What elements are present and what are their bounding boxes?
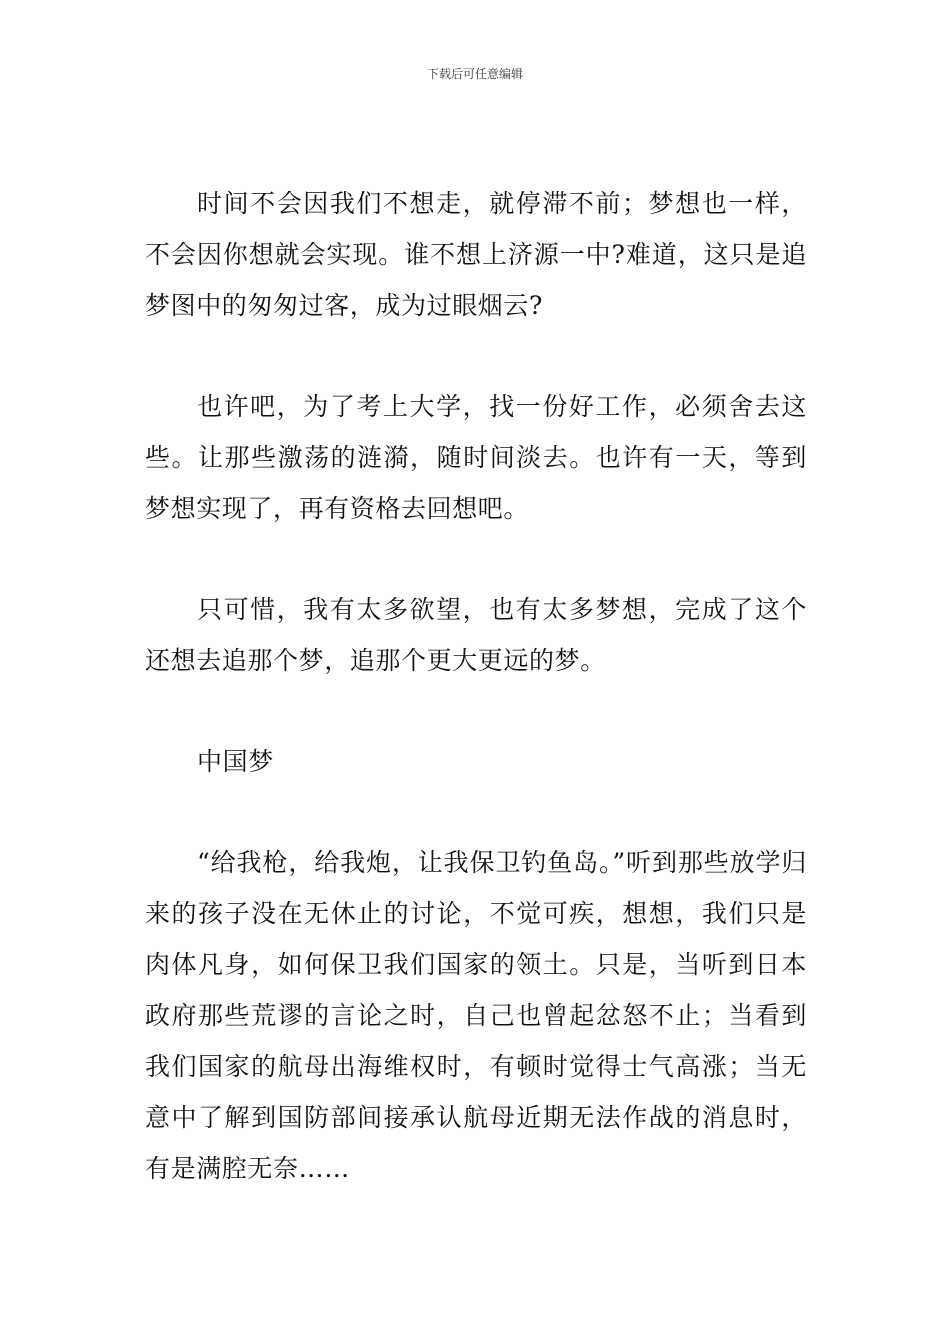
paragraph-2: 也许吧，为了考上大学，找一份好工作，必须舍去这些。让那些激荡的涟漪，随时间淡去。也许有一天，等到梦想实现了，再有资格去回想吧。 [145,392,807,523]
paragraph-gap [145,686,807,736]
paragraph-1: 时间不会因我们不想走，就停滞不前；梦想也一样，不会因你想就会实现。谁不想上济源一中?难道，这只是追梦图中的匆匆过客，成为过眼烟云? [145,189,807,320]
paragraph-gap [145,534,807,584]
paragraph-3: 只可惜，我有太多欲望，也有太多梦想，完成了这个还想去追那个梦，追那个更大更远的梦。 [145,595,807,675]
header-note: 下载后可任意编辑 [426,67,523,81]
paragraph-4: “给我枪，给我炮，让我保卫钓鱼岛。”听到那些放学归来的孩子没在无休止的讨论，不觉可疾，想想，我们只是肉体凡身，如何保卫我们国家的领土。只是，当听到日本政府那些荒谬的言论之时，自己也曾起忿怒不止；当看到我们国家的航母出海维权时，有顿时觉得士气高涨；当无意中了解到国防部间接承认航母近期无法作战的消息时，有是满腔无奈…… [145,848,807,1183]
paragraph-gap [145,331,807,381]
paragraph-gap [145,787,807,837]
document-body [145,178,807,1194]
section-heading: 中国梦 [197,747,274,776]
